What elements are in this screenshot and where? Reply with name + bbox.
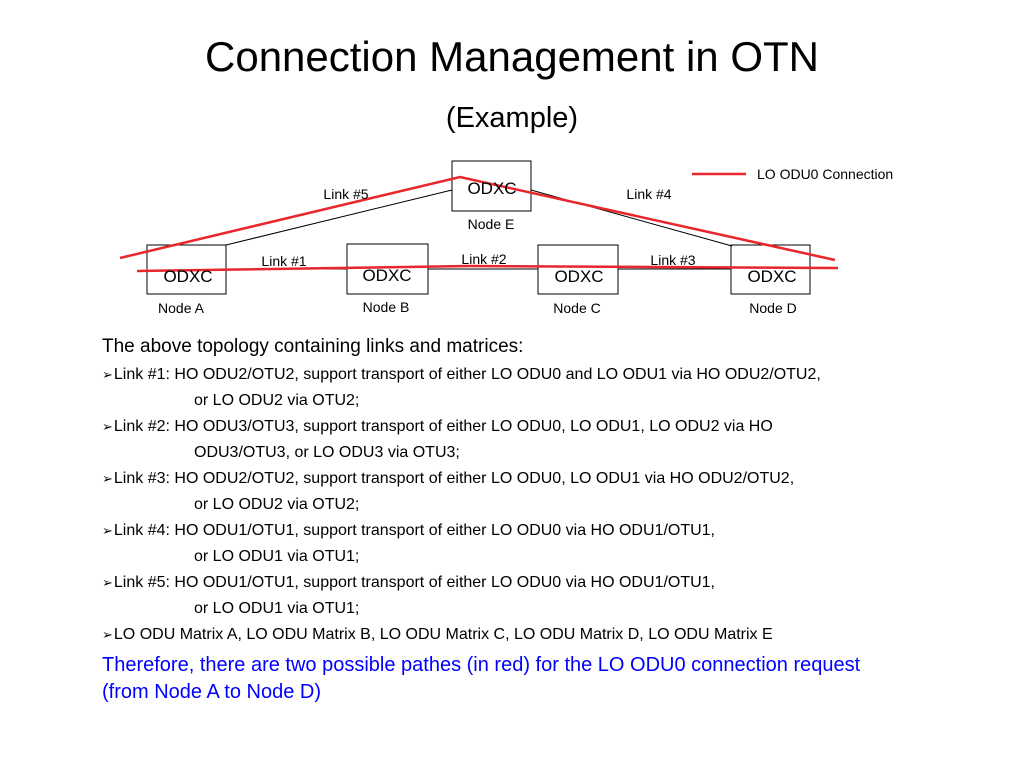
bullet-continuation: or LO ODU1 via OTU1; xyxy=(194,548,360,565)
bullet-continuation: or LO ODU2 via OTU2; xyxy=(194,496,360,513)
arrow-bullet-icon: ➢ xyxy=(102,575,113,590)
node-a-name: Node A xyxy=(158,300,204,316)
bullet-link-4 xyxy=(102,518,1002,570)
arrow-bullet-icon: ➢ xyxy=(102,471,113,486)
description-text xyxy=(102,336,1002,706)
bullet-link-1 xyxy=(102,362,1002,414)
bullet-link-2 xyxy=(102,414,1002,466)
node-c-name: Node C xyxy=(553,300,601,316)
node-b-box-label: ODXC xyxy=(362,266,412,285)
bullet-text: LO ODU Matrix A, LO ODU Matrix B, LO ODU Matrix C, LO ODU Matrix D, LO ODU Matrix E xyxy=(113,626,773,643)
arrow-bullet-icon: ➢ xyxy=(102,627,113,642)
node-e-name: Node E xyxy=(467,216,515,232)
page-subtitle: (Example) xyxy=(445,102,579,134)
node-e-box-label: ODXC xyxy=(467,179,517,198)
conclusion-line-2: (from Node A to Node D) xyxy=(102,681,321,703)
link-1-label: Link #1 xyxy=(261,253,307,269)
node-a-box-label: ODXC xyxy=(163,267,213,286)
bullet-matrices xyxy=(102,622,1002,648)
bullet-text: Link #1: HO ODU2/OTU2, support transport of either LO ODU0 and LO ODU1 via HO ODU2/OTU2, xyxy=(113,366,821,383)
link-5-label: Link #5 xyxy=(323,186,369,202)
link-3-label: Link #3 xyxy=(650,252,696,268)
bullet-continuation: or LO ODU2 via OTU2; xyxy=(194,392,360,409)
bullet-link-3 xyxy=(102,466,1002,518)
bullet-continuation: or LO ODU1 via OTU1; xyxy=(194,600,360,617)
conclusion-text xyxy=(102,652,1002,706)
legend-label: LO ODU0 Connection xyxy=(757,166,894,182)
bullet-text: Link #5: HO ODU1/OTU1, support transport of either LO ODU0 via HO ODU1/OTU1, xyxy=(113,574,715,591)
node-b-name: Node B xyxy=(362,299,410,315)
topology-intro: The above topology containing links and matrices: xyxy=(102,336,524,357)
bullet-text: Link #3: HO ODU2/OTU2, support transport of either LO ODU0, LO ODU1 via HO ODU2/OTU2, xyxy=(113,470,795,487)
network-topology-diagram xyxy=(0,0,1024,330)
bullet-text: Link #2: HO ODU3/OTU3, support transport of either LO ODU0, LO ODU1, LO ODU2 via HO xyxy=(113,418,773,435)
conclusion-line-1: Therefore, there are two possible pathes (in red) for the LO ODU0 connection request xyxy=(102,654,861,676)
link-2-label: Link #2 xyxy=(461,251,507,267)
bullet-continuation: ODU3/OTU3, or LO ODU3 via OTU3; xyxy=(194,444,460,461)
bullet-text: Link #4: HO ODU1/OTU1, support transport of either LO ODU0 via HO ODU1/OTU1, xyxy=(113,522,715,539)
node-d-name: Node D xyxy=(749,300,797,316)
node-c-box-label: ODXC xyxy=(554,267,604,286)
page-title: Connection Management in OTN xyxy=(205,33,819,80)
node-d-box-label: ODXC xyxy=(747,267,797,286)
arrow-bullet-icon: ➢ xyxy=(102,419,113,434)
arrow-bullet-icon: ➢ xyxy=(102,523,113,538)
link-4-label: Link #4 xyxy=(626,186,672,202)
bullet-link-5 xyxy=(102,570,1002,622)
arrow-bullet-icon: ➢ xyxy=(102,367,113,382)
